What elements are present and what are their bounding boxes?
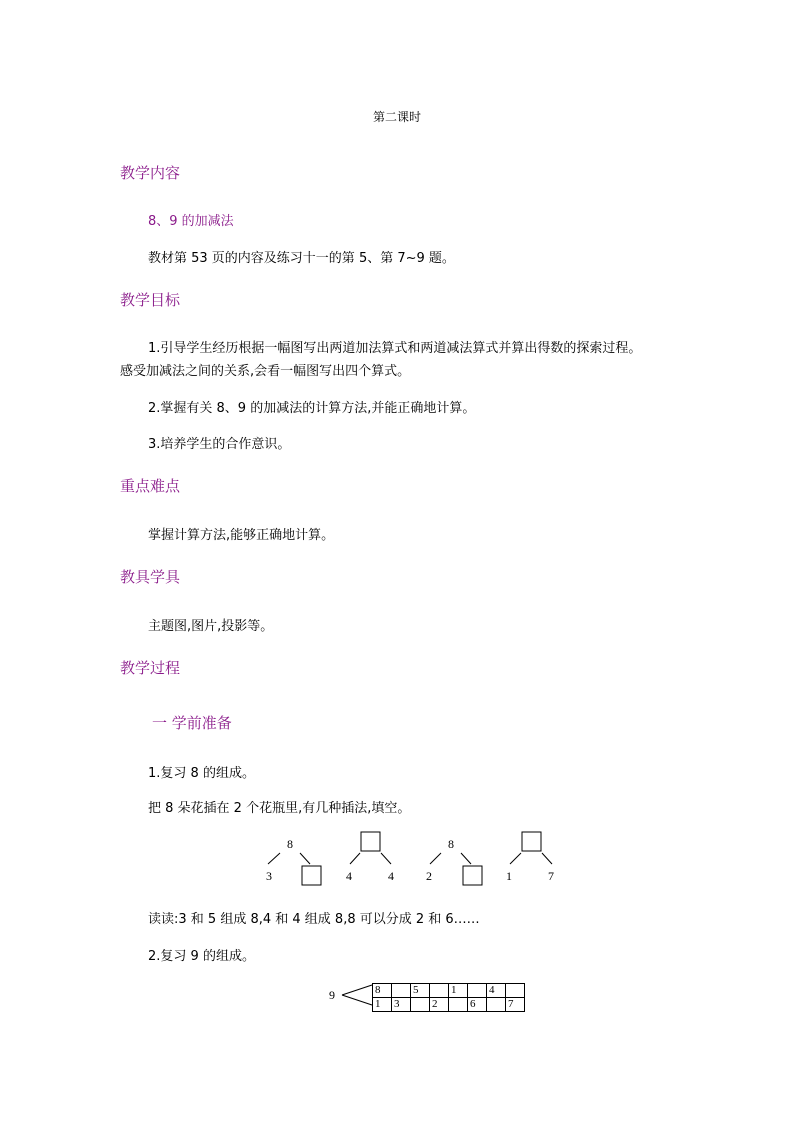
diagram-4-left: 1 — [506, 869, 512, 883]
diagram-1-top: 8 — [287, 837, 293, 851]
keypoints-text: 掌握计算方法,能够正确地计算。 — [148, 528, 335, 543]
table-cell — [430, 984, 449, 998]
composition-diagram-3 — [426, 837, 482, 885]
diagram-1-left: 3 — [266, 869, 272, 883]
branch-line — [381, 853, 391, 864]
table-cell — [506, 984, 525, 998]
composition-diagram-4 — [506, 832, 554, 883]
branch-line — [542, 853, 552, 864]
diagram-2-left: 4 — [346, 869, 352, 883]
table-cell: 6 — [468, 998, 487, 1012]
heading-goals: 教学目标 — [120, 291, 181, 309]
table-cell — [487, 998, 506, 1012]
goal-1-line-1: 1.引导学生经历根据一幅图写出两道加法算式和两道减法算式并算出得数的探索过程。 — [148, 341, 642, 356]
table-cell: 1 — [373, 998, 392, 1012]
table-cell — [449, 998, 468, 1012]
subheading-topic: 8、9 的加减法 — [148, 214, 234, 229]
heading-process: 教学过程 — [120, 659, 181, 677]
diagram-3-top: 8 — [448, 837, 454, 851]
answer-box — [361, 832, 380, 851]
goal-3: 3.培养学生的合作意识。 — [148, 437, 291, 452]
goal-2: 2.掌握有关 8、9 的加减法的计算方法,并能正确地计算。 — [148, 401, 476, 416]
table-cell — [468, 984, 487, 998]
composition-diagrams-8 — [250, 828, 570, 892]
table-row — [373, 998, 525, 1012]
diagram-2-right: 4 — [388, 869, 394, 883]
page-title: 第二课时 — [372, 110, 421, 124]
table-cell: 8 — [373, 984, 392, 998]
composition-diagram-1 — [266, 837, 321, 885]
branch-line — [342, 995, 372, 1005]
review-8: 1.复习 8 的组成。 — [148, 766, 255, 781]
branch-line — [300, 853, 310, 864]
branch-line — [342, 985, 372, 995]
heading-content: 教学内容 — [120, 164, 181, 182]
branch-line — [510, 853, 521, 864]
table-cell: 1 — [449, 984, 468, 998]
branch-line — [461, 853, 471, 864]
heading-keypoints: 重点难点 — [120, 477, 181, 495]
answer-box — [463, 866, 482, 885]
answer-box — [522, 832, 541, 851]
content-text: 教材第 53 页的内容及练习十一的第 5、第 7~9 题。 — [148, 251, 455, 266]
table-cell: 5 — [411, 984, 430, 998]
branch-line — [350, 853, 360, 864]
table-cell: 2 — [430, 998, 449, 1012]
goal-1-line-2: 感受加减法之间的关系,会看一幅图写出四个算式。 — [120, 364, 411, 379]
table-cell — [392, 984, 411, 998]
table-cell: 3 — [392, 998, 411, 1012]
composition-9-root — [326, 982, 374, 1012]
task-text: 把 8 朵花插在 2 个花瓶里,有几种插法,填空。 — [148, 801, 411, 816]
composition-9-table — [372, 983, 525, 1012]
tools-text: 主题图,图片,投影等。 — [148, 619, 274, 634]
table-row — [373, 984, 525, 998]
answer-box — [302, 866, 321, 885]
subheading-preparation: 一 学前准备 — [152, 714, 232, 732]
table-cell — [411, 998, 430, 1012]
review-9: 2.复习 9 的组成。 — [148, 949, 255, 964]
diagram-4-right: 7 — [548, 869, 554, 883]
diagram-3-left: 2 — [426, 869, 432, 883]
diagram-9-root: 9 — [329, 988, 335, 1002]
branch-line — [268, 853, 280, 864]
heading-tools: 教具学具 — [120, 568, 181, 586]
table-cell: 7 — [506, 998, 525, 1012]
composition-diagram-2 — [346, 832, 394, 883]
table-cell: 4 — [487, 984, 506, 998]
read-text: 读读:3 和 5 组成 8,4 和 4 组成 8,8 可以分成 2 和 6…… — [148, 912, 480, 927]
branch-line — [430, 853, 441, 864]
